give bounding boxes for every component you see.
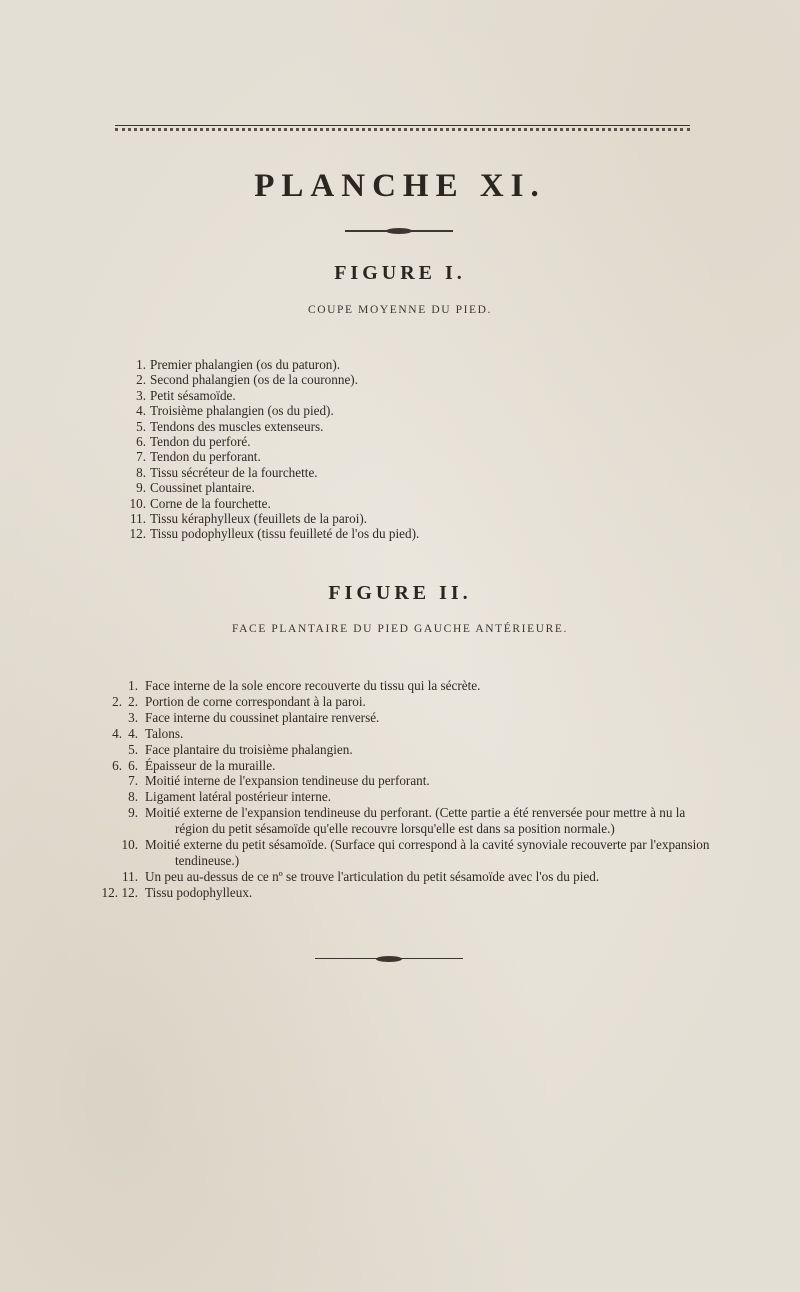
figure1-item-text: Petit sésamoïde. xyxy=(150,387,236,403)
figure2-item-text: Face interne du coussinet plantaire renversé. xyxy=(145,709,380,725)
figure2-item-number: 4. xyxy=(128,725,138,741)
figure1-item-number: 11. xyxy=(130,511,146,526)
figure1-item-text: Tendons des muscles extenseurs. xyxy=(150,418,324,434)
figure1-item-text: Troisième phalangien (os du pied). xyxy=(150,403,334,419)
top-rule xyxy=(115,125,690,131)
figure1-item-number: 3. xyxy=(136,387,146,403)
figure1-item-text: Corne de la fourchette. xyxy=(150,495,271,511)
figure2-item-text: Tissu podophylleux. xyxy=(145,884,253,900)
figure2-item-number: 1. xyxy=(128,678,138,693)
figure1-item-number: 6. xyxy=(136,434,146,449)
figure2-item-ref-number: 6. xyxy=(112,757,122,773)
ornament-divider-bottom xyxy=(315,958,463,959)
figure2-item-ref-number: 12. xyxy=(101,884,118,900)
figure2-item-number: 6. xyxy=(128,757,138,773)
figure2-item-text: Moitié externe de l'expansion tendineuse du perforant. (Cette partie a été renversée pour mettre à nu la xyxy=(145,805,686,821)
figure1-item-number: 10. xyxy=(129,495,146,511)
figure2-item-text: Un peu au-dessus de ce nº se trouve l'articulation du petit sésamoïde avec l'os du pied. xyxy=(145,868,600,884)
figure1-item-number: 7. xyxy=(136,449,146,465)
figure2-subtitle: FACE PLANTAIRE DU PIED GAUCHE ANTÉRIEURE. xyxy=(232,623,568,635)
figure1-item-number: 2. xyxy=(136,372,146,388)
figure1-item-number: 5. xyxy=(136,418,146,434)
figure1-subtitle: COUPE MOYENNE DU PIED. xyxy=(307,304,493,316)
figure2-item-text: Portion de corne correspondant à la paroi. xyxy=(145,693,366,709)
figure2-item-number: 5. xyxy=(128,741,138,757)
figure2-item-ref-number: 4. xyxy=(112,725,122,741)
figure1-item-number: 9. xyxy=(136,480,146,496)
plate-title: PLANCHE XI. xyxy=(254,168,546,204)
figure2-item-text: Talons. xyxy=(145,725,184,741)
figure2-item-number: 10. xyxy=(121,837,138,852)
ornament-divider xyxy=(345,230,453,232)
figure2-item-ref-number: 2. xyxy=(112,693,122,709)
figure2-item-text: tendineuse.) xyxy=(175,852,240,868)
figure1-item-number: 1. xyxy=(136,357,146,372)
figure2-item-number: 12. xyxy=(121,884,138,900)
figure2-item-number: 11. xyxy=(122,868,138,884)
figure2-item-text: région du petit sésamoïde qu'elle recouvre lorsqu'elle est dans sa position normale.) xyxy=(175,821,615,837)
figure2-title: FIGURE II. xyxy=(328,582,472,604)
figure2-item-number: 9. xyxy=(128,805,138,821)
figure1-item-text: Tissu podophylleux (tissu feuilleté de l'os du pied). xyxy=(150,526,420,542)
figure1-item-text: Tendon du perforant. xyxy=(150,449,261,465)
figure2-item-text: Moitié externe du petit sésamoïde. (Surface qui correspond à la cavité synoviale recouverte par l'expansion xyxy=(145,837,710,852)
figure2-item-number: 8. xyxy=(128,789,138,805)
figure2-item-text: Épaisseur de la muraille. xyxy=(145,757,276,773)
figure2-item-text: Face interne de la sole encore recouverte du tissu qui la sécrète. xyxy=(145,678,481,693)
figure1-title: FIGURE I. xyxy=(334,262,466,284)
figure1-item-text: Tissu sécréteur de la fourchette. xyxy=(150,464,318,480)
figure2-item-text: Ligament latéral postérieur interne. xyxy=(145,789,332,805)
figure1-item-text: Tissu kéraphylleux (feuillets de la paroi). xyxy=(150,511,368,526)
figure2-item-text: Face plantaire du troisième phalangien. xyxy=(145,741,353,757)
figure1-item-text: Tendon du perforé. xyxy=(150,434,251,449)
figure2-item-number: 3. xyxy=(128,709,138,725)
figure1-item-number: 4. xyxy=(136,403,146,419)
figure1-item-text: Premier phalangien (os du paturon). xyxy=(150,357,341,372)
figure1-item-text: Coussinet plantaire. xyxy=(150,480,255,496)
figure1-item-text: Second phalangien (os de la couronne). xyxy=(150,372,358,388)
figure2-item-text: Moitié interne de l'expansion tendineuse du perforant. xyxy=(145,773,430,789)
figure1-item-number: 12. xyxy=(129,526,146,542)
figure1-item-number: 8. xyxy=(136,464,146,480)
figure2-item-number: 2. xyxy=(128,693,138,709)
figure2-item-number: 7. xyxy=(128,773,138,789)
